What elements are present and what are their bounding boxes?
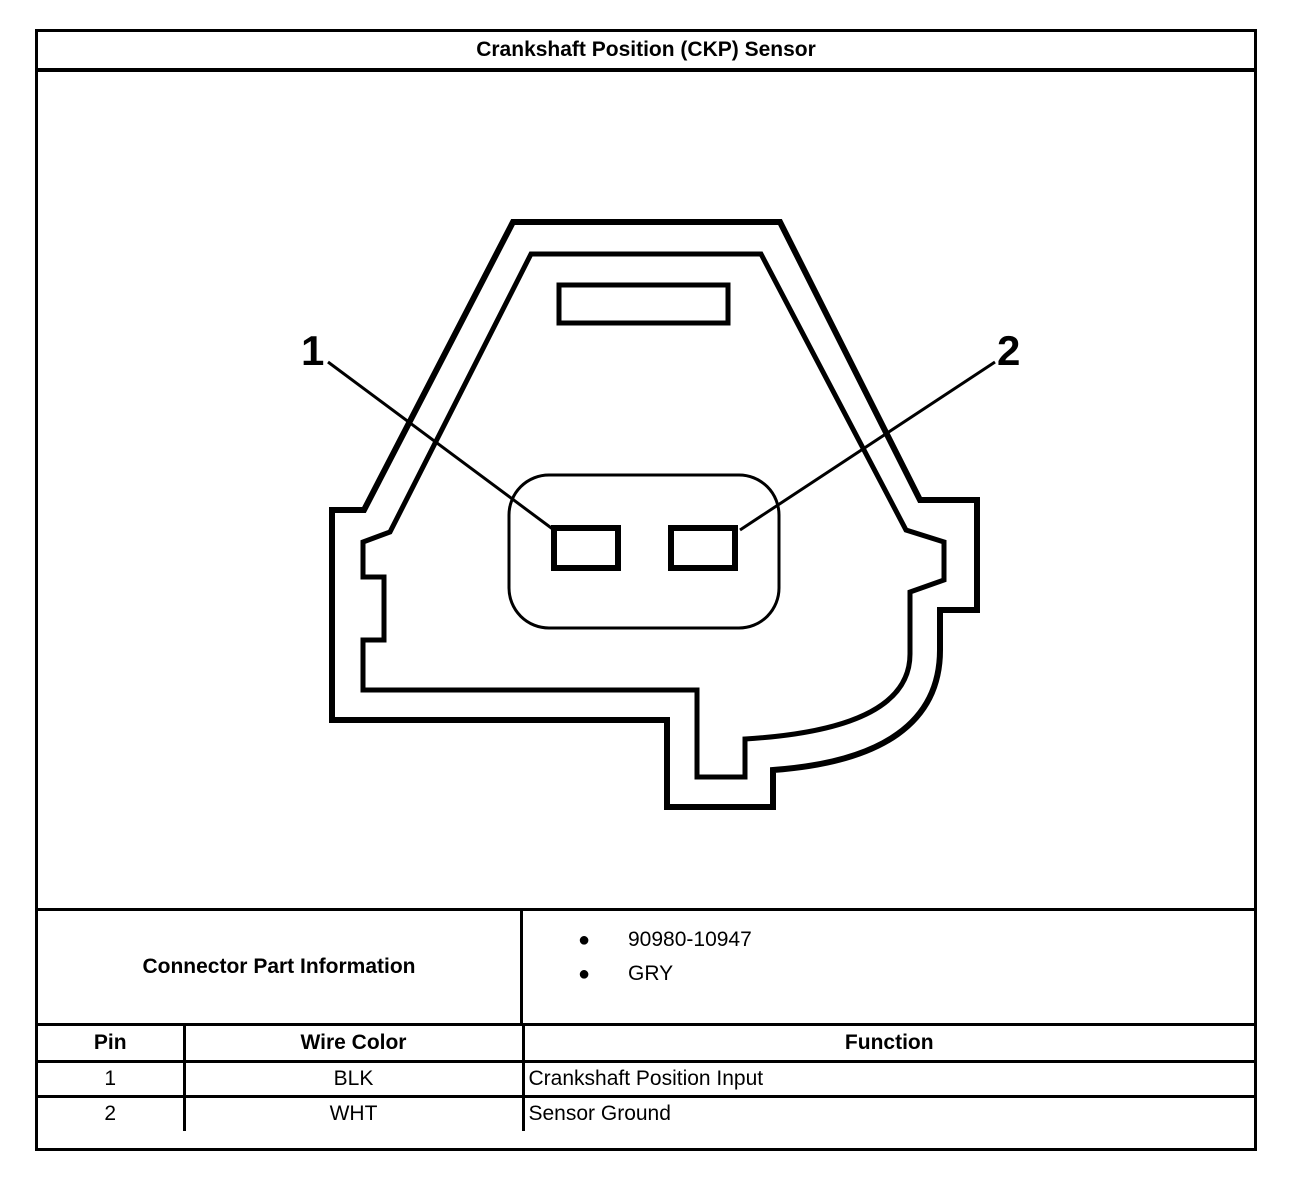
callout-1-leader: [328, 362, 554, 530]
connector-outer-shell: [332, 222, 977, 807]
wire-color: BLK: [184, 1061, 523, 1096]
connector-info-section: [38, 908, 1254, 1026]
callout-2-leader: [740, 362, 995, 530]
connector-inner-shell: [363, 254, 944, 777]
table-row: [38, 1061, 1254, 1096]
column-header-wire-color: Wire Color: [184, 1026, 523, 1061]
connector-sheet: [35, 29, 1257, 1151]
column-header-pin: Pin: [38, 1026, 184, 1061]
bullet-icon: ●: [578, 929, 591, 951]
connector-info-list: [578, 923, 752, 991]
pin-number: 2: [38, 1096, 184, 1131]
bullet-icon: ●: [578, 963, 591, 985]
connector-figure: [38, 72, 1254, 908]
connector-key-slot: [559, 285, 728, 323]
page-title: Crankshaft Position (CKP) Sensor: [38, 32, 1254, 72]
list-item: [578, 957, 752, 991]
pin-2-terminal: [671, 528, 735, 568]
pin-function: Crankshaft Position Input: [523, 1061, 1254, 1096]
connector-face-drawing: [38, 72, 1254, 908]
callout-1: 1: [301, 327, 325, 374]
connector-color: GRY: [628, 962, 674, 985]
table-row: [38, 1096, 1254, 1131]
part-number: 90980-10947: [628, 928, 752, 951]
pin-function: Sensor Ground: [523, 1096, 1254, 1131]
column-header-function: Function: [523, 1026, 1254, 1061]
pin-1-terminal: [554, 528, 618, 568]
table-header-row: [38, 1026, 1254, 1061]
wire-color: WHT: [184, 1096, 523, 1131]
pin-number: 1: [38, 1061, 184, 1096]
list-item: [578, 923, 752, 957]
terminal-cavity: [509, 475, 779, 628]
connector-info-label: Connector Part Information: [38, 911, 523, 1023]
callout-2: 2: [997, 327, 1021, 374]
pin-table: [38, 1026, 1254, 1131]
